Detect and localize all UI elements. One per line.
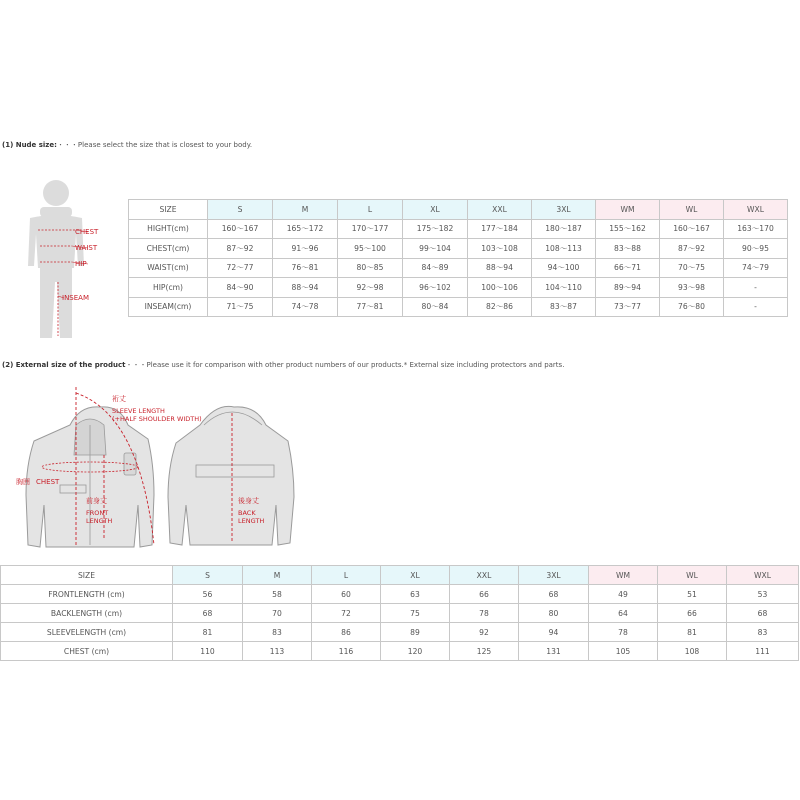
table-cell: 71～75 xyxy=(208,297,273,317)
table-cell: 111 xyxy=(727,642,799,661)
back-length-label: BACK xyxy=(238,509,256,517)
table-cell: 77～81 xyxy=(338,297,403,317)
table-cell: 72～77 xyxy=(208,258,273,278)
table-cell: 88～94 xyxy=(468,258,532,278)
row-label: INSEAM(cm) xyxy=(129,297,208,317)
header-cell: WXL xyxy=(727,566,799,585)
table-header-row xyxy=(1,566,799,585)
table-row xyxy=(1,623,799,642)
header-cell: 3XL xyxy=(532,200,596,220)
table-cell: 105 xyxy=(589,642,658,661)
table-cell: 90～95 xyxy=(724,239,788,259)
header-cell: WM xyxy=(589,566,658,585)
table-row xyxy=(129,278,788,298)
table-row xyxy=(1,585,799,604)
table-cell: 92 xyxy=(450,623,519,642)
row-label: SLEEVELENGTH (cm) xyxy=(1,623,173,642)
table-cell: 56 xyxy=(173,585,243,604)
table-cell: 100～106 xyxy=(468,278,532,298)
table-cell: 83 xyxy=(727,623,799,642)
figure-waist-label: WAIST xyxy=(75,244,98,252)
table-cell: - xyxy=(724,278,788,298)
header-cell: M xyxy=(243,566,312,585)
jacket-back-drawing xyxy=(168,406,294,545)
back-length-jp-label: 後身丈 xyxy=(238,497,259,505)
table-cell: 86 xyxy=(312,623,381,642)
table-cell: 99～104 xyxy=(403,239,468,259)
header-cell: L xyxy=(312,566,381,585)
table-cell: 84～89 xyxy=(403,258,468,278)
table-cell: 170～177 xyxy=(338,219,403,239)
table-cell: 84～90 xyxy=(208,278,273,298)
table-cell: 120 xyxy=(381,642,450,661)
table-cell: 80 xyxy=(519,604,589,623)
table-cell: 72 xyxy=(312,604,381,623)
table-cell: 63 xyxy=(381,585,450,604)
table-cell: 82～86 xyxy=(468,297,532,317)
table-cell: 76～80 xyxy=(660,297,724,317)
header-cell: XXL xyxy=(468,200,532,220)
table-cell: 66～71 xyxy=(596,258,660,278)
jacket-figure xyxy=(16,385,320,555)
table-cell: 131 xyxy=(519,642,589,661)
table-cell: 68 xyxy=(519,585,589,604)
row-label: FRONTLENGTH (cm) xyxy=(1,585,173,604)
header-cell: WL xyxy=(660,200,724,220)
table-cell: 180～187 xyxy=(532,219,596,239)
header-cell: S xyxy=(208,200,273,220)
table-cell: 116 xyxy=(312,642,381,661)
table-cell: 64 xyxy=(589,604,658,623)
table-row xyxy=(129,239,788,259)
row-label: CHEST(cm) xyxy=(129,239,208,259)
nude-size-table xyxy=(128,199,788,317)
table-cell: 74～78 xyxy=(273,297,338,317)
table-cell: 66 xyxy=(450,585,519,604)
table-cell: 113 xyxy=(243,642,312,661)
table-cell: 83～87 xyxy=(532,297,596,317)
table-cell: 91～96 xyxy=(273,239,338,259)
back-length-label-2: LENGTH xyxy=(238,517,265,525)
table-cell: 81 xyxy=(173,623,243,642)
table-cell: 96～102 xyxy=(403,278,468,298)
table-cell: 75 xyxy=(381,604,450,623)
header-cell: 3XL xyxy=(519,566,589,585)
row-label: CHEST (cm) xyxy=(1,642,173,661)
body-figure xyxy=(0,178,110,338)
table-cell: 83～88 xyxy=(596,239,660,259)
table-cell: 73～77 xyxy=(596,297,660,317)
external-size-heading-text: ・・・Please use it for comparison with other product numbers of our products.* External size including protectors and parts. xyxy=(125,361,565,369)
table-cell: 49 xyxy=(589,585,658,604)
header-cell: WM xyxy=(596,200,660,220)
table-cell: 74～79 xyxy=(724,258,788,278)
header-cell: L xyxy=(338,200,403,220)
header-cell: SIZE xyxy=(129,200,208,220)
chest-label: CHEST xyxy=(36,478,60,486)
table-cell: 108～113 xyxy=(532,239,596,259)
table-cell: 87～92 xyxy=(208,239,273,259)
table-cell: 108 xyxy=(658,642,727,661)
row-label: WAIST(cm) xyxy=(129,258,208,278)
table-cell: 163～170 xyxy=(724,219,788,239)
table-cell: 160～167 xyxy=(660,219,724,239)
table-cell: 51 xyxy=(658,585,727,604)
table-cell: 95～100 xyxy=(338,239,403,259)
row-label: BACKLENGTH (cm) xyxy=(1,604,173,623)
table-row xyxy=(1,604,799,623)
external-size-table xyxy=(0,565,799,661)
table-row xyxy=(129,219,788,239)
nude-size-heading-bold: (1) Nude size: xyxy=(2,141,57,149)
front-length-label: FRONT xyxy=(86,509,109,517)
table-cell: 104～110 xyxy=(532,278,596,298)
chest-jp-label: 胸囲 xyxy=(16,478,30,486)
front-length-jp-label: 前身丈 xyxy=(86,497,107,505)
table-cell: 70 xyxy=(243,604,312,623)
table-cell: 80～85 xyxy=(338,258,403,278)
figure-chest-label: CHEST xyxy=(75,228,99,236)
table-header-row xyxy=(129,200,788,220)
table-cell: 81 xyxy=(658,623,727,642)
table-cell: 125 xyxy=(450,642,519,661)
table-cell: 87～92 xyxy=(660,239,724,259)
sleeve-jp-label: 裄丈 xyxy=(112,395,126,403)
row-label: HIP(cm) xyxy=(129,278,208,298)
figure-inseam-label: INSEAM xyxy=(62,294,89,302)
table-cell: 177～184 xyxy=(468,219,532,239)
table-cell: 78 xyxy=(589,623,658,642)
table-cell: 76～81 xyxy=(273,258,338,278)
header-cell: SIZE xyxy=(1,566,173,585)
table-row xyxy=(129,297,788,317)
header-cell: S xyxy=(173,566,243,585)
table-cell: - xyxy=(724,297,788,317)
table-cell: 68 xyxy=(173,604,243,623)
front-length-label-2: LENGTH xyxy=(86,517,113,525)
table-cell: 53 xyxy=(727,585,799,604)
table-cell: 103～108 xyxy=(468,239,532,259)
table-cell: 160～167 xyxy=(208,219,273,239)
table-row xyxy=(1,642,799,661)
table-cell: 94～100 xyxy=(532,258,596,278)
row-label: HIGHT(cm) xyxy=(129,219,208,239)
external-size-heading xyxy=(2,360,564,370)
table-cell: 89～94 xyxy=(596,278,660,298)
table-cell: 58 xyxy=(243,585,312,604)
table-cell: 92～98 xyxy=(338,278,403,298)
table-cell: 175～182 xyxy=(403,219,468,239)
table-row xyxy=(129,258,788,278)
nude-size-heading xyxy=(2,140,252,150)
table-cell: 165～172 xyxy=(273,219,338,239)
header-cell: M xyxy=(273,200,338,220)
header-cell: XL xyxy=(381,566,450,585)
header-cell: XXL xyxy=(450,566,519,585)
table-cell: 89 xyxy=(381,623,450,642)
header-cell: WXL xyxy=(724,200,788,220)
table-cell: 88～94 xyxy=(273,278,338,298)
table-cell: 68 xyxy=(727,604,799,623)
external-size-heading-bold: (2) External size of the product xyxy=(2,361,126,369)
header-cell: XL xyxy=(403,200,468,220)
sleeve-length-label: SLEEVE LENGTH xyxy=(112,407,165,415)
table-cell: 70～75 xyxy=(660,258,724,278)
header-cell: WL xyxy=(658,566,727,585)
figure-hip-label: HIP xyxy=(75,260,87,268)
table-cell: 110 xyxy=(173,642,243,661)
table-cell: 60 xyxy=(312,585,381,604)
sleeve-length-sub-label: (+HALF SHOULDER WIDTH) xyxy=(112,415,202,423)
table-cell: 80～84 xyxy=(403,297,468,317)
table-cell: 93～98 xyxy=(660,278,724,298)
table-cell: 83 xyxy=(243,623,312,642)
nude-size-heading-text: ・・・Please select the size that is closest to your body. xyxy=(56,141,253,149)
table-cell: 94 xyxy=(519,623,589,642)
table-cell: 66 xyxy=(658,604,727,623)
table-cell: 155～162 xyxy=(596,219,660,239)
table-cell: 78 xyxy=(450,604,519,623)
